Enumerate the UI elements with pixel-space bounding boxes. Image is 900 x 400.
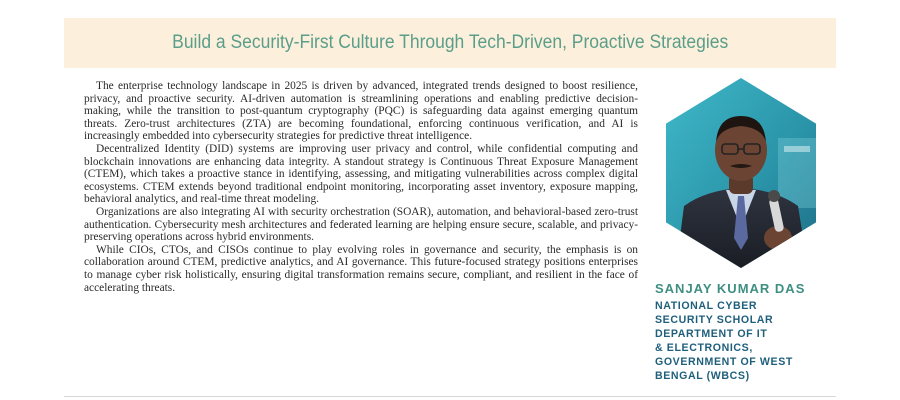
author-role-line: SECURITY SCHOLAR	[655, 314, 774, 326]
author-role-line: GOVERNMENT OF WEST	[655, 356, 793, 368]
title-banner	[64, 18, 836, 68]
article-paragraph: While CIOs, CTOs, and CISOs continue to play evolving roles in governance and security, the emphasis is on collaboration around CTEM, predictive analytics, and AI governance. This future-focused strategy positions enterprises to manage cyber risk holistically, ensuring digital transformation remains secure, compliant, and resilient in the face of accelerating threats.	[84, 243, 638, 294]
author-portrait-image	[666, 78, 816, 268]
article-paragraph: Decentralized Identity (DID) systems are improving user privacy and control, while confidential computing and blockchain innovations are enhancing data integrity. A standout strategy is Continuous Threat Exposure Management (CTEM), which takes a proactive stance in identifying, assessing, and mitigating vulnerabilities across complex digital ecosystems. CTEM extends beyond traditional endpoint monitoring, incorporating asset inventory, exposure mapping, behavioral analytics, and real-time threat modeling.	[84, 142, 638, 206]
author-role-line: & ELECTRONICS,	[655, 342, 753, 354]
author-name: SANJAY KUMAR DAS	[655, 281, 806, 296]
article-body	[84, 80, 638, 294]
author-photo	[666, 78, 816, 268]
article-paragraph: The enterprise technology landscape in 2025 is driven by advanced, integrated trends designed to boost resilience, privacy, and proactive security. AI-driven automation is streamlining operations and enabling predictive decision-making, while the transition to post-quantum cryptography (PQC) is safeguarding data against emerging quantum threats. Zero-trust architectures (ZTA) are becoming foundational, enforcing continuous verification, and AI is increasingly embedded into cybersecurity strategies for predictive threat intelligence.	[84, 80, 638, 143]
author-info	[655, 281, 855, 383]
author-role-line: DEPARTMENT OF IT	[655, 328, 768, 340]
article-paragraph: Organizations are also integrating AI with security orchestration (SOAR), automation, and behavioral-based zero-trust authentication. Cybersecurity mesh architectures and federated learning are helping ensure secure, scalable, and privacy-preserving operations across hybrid environments.	[84, 205, 638, 244]
bottom-divider	[64, 396, 836, 397]
article-title: Build a Security-First Culture Through Tech-Driven, Proactive Strategies	[171, 32, 729, 53]
author-role	[655, 299, 855, 383]
author-role-line: BENGAL (WBCS)	[655, 370, 750, 382]
author-role-line: NATIONAL CYBER	[655, 300, 758, 312]
